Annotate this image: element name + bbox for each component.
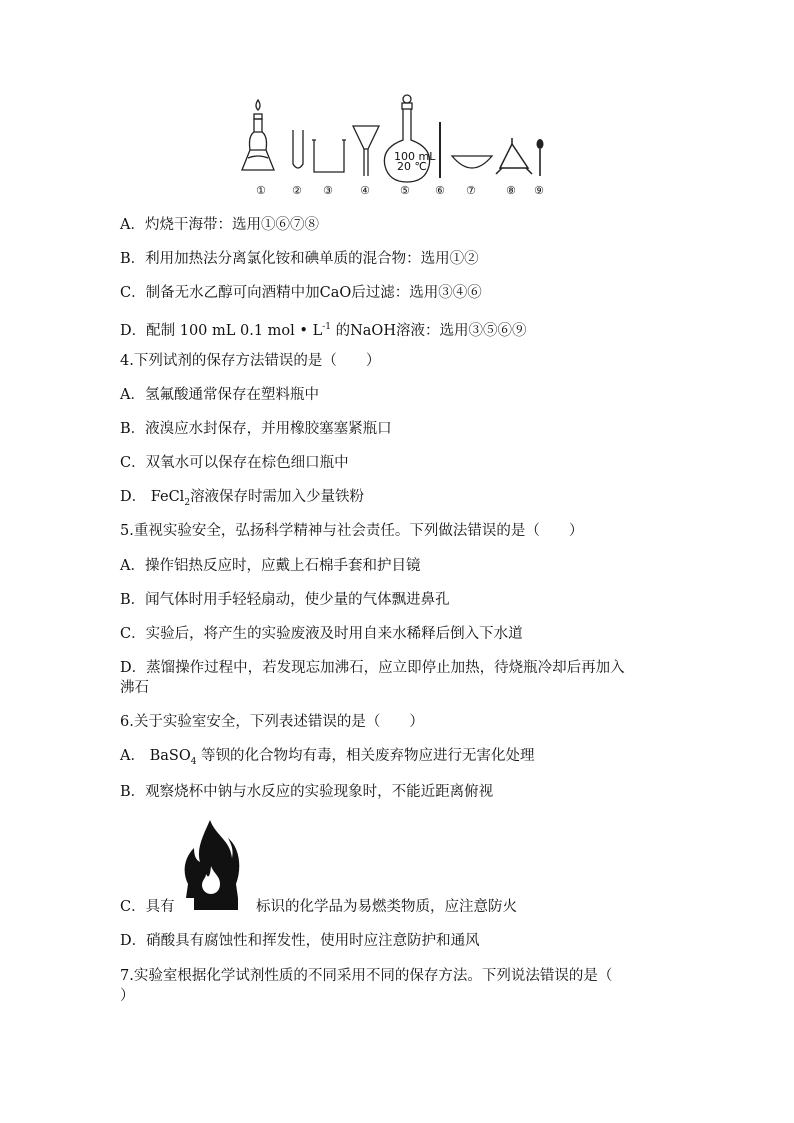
figure-label: ⑤ bbox=[400, 184, 410, 197]
test-tube-icon bbox=[293, 130, 303, 168]
q3-option-c: C．制备无水乙醇可向酒精中加CaO后过滤：选用③④⑥ bbox=[120, 285, 482, 301]
q6-option-b: B．观察烧杯中钠与水反应的实验现象时，不能近距离俯视 bbox=[120, 784, 494, 800]
figure-label: ⑧ bbox=[506, 184, 516, 197]
q4-stem: 4.下列试剂的保存方法错误的是（ ） bbox=[120, 353, 381, 369]
figure-label: ⑦ bbox=[466, 184, 476, 197]
figure-label: ⑥ bbox=[435, 184, 445, 197]
q6-option-c-end: 标识的化学品为易燃类物质，应注意防火 bbox=[256, 899, 517, 915]
subscript: 2 bbox=[184, 497, 191, 508]
q4-option-b: B．液溴应水封保存，并用橡胶塞塞紧瓶口 bbox=[120, 421, 392, 437]
figure-label: ② bbox=[292, 184, 302, 197]
q6-stem: 6.关于实验室安全，下列表述错误的是（ ） bbox=[120, 714, 424, 730]
q5-option-c: C．实验后，将产生的实验废液及时用自来水稀释后倒入下水道 bbox=[120, 626, 523, 642]
q7-stem-cont: ） bbox=[120, 988, 135, 1004]
q6-option-a-text-end: 等钡的化合物均有毒，相关废弃物应进行无害化处理 bbox=[196, 748, 535, 764]
q6-option-d: D．硝酸具有腐蚀性和挥发性，使用时应注意防护和通风 bbox=[120, 933, 480, 949]
volumetric-flask-icon bbox=[384, 95, 436, 182]
figure-label: ④ bbox=[360, 184, 370, 197]
q7-stem: 7.实验室根据化学试剂性质的不同采用不同的保存方法。下列说法错误的是（ bbox=[120, 968, 613, 984]
flammable-icon bbox=[180, 818, 242, 910]
q6-option-a bbox=[120, 746, 535, 772]
q3-option-d-text: D．配制 100 mL 0.1 mol • L bbox=[120, 322, 323, 339]
q5-stem: 5.重视实验安全，弘扬科学精神与社会责任。下列做法错误的是（ ） bbox=[120, 523, 584, 539]
evaporating-dish-icon bbox=[452, 156, 492, 168]
q3-option-a: A．灼烧干海带：选用①⑥⑦⑧ bbox=[120, 217, 319, 233]
spatula-icon bbox=[537, 139, 544, 176]
figure-label: ① bbox=[256, 184, 266, 197]
q4-option-a: A．氢氟酸通常保存在塑料瓶中 bbox=[120, 387, 319, 403]
q3-option-d-text-end: 的NaOH溶液：选用③⑤⑥⑨ bbox=[330, 322, 527, 339]
alcohol-lamp-icon bbox=[242, 100, 274, 170]
apparatus-figure bbox=[240, 94, 560, 200]
svg-text:100 mL: 100 mL bbox=[394, 150, 436, 163]
q4-option-d-text: D． FeCl bbox=[120, 489, 185, 505]
beaker-icon bbox=[312, 140, 346, 172]
q6-option-c-start: C．具有 bbox=[120, 899, 175, 915]
svg-text:20 ℃: 20 ℃ bbox=[397, 160, 427, 173]
figure-label: ③ bbox=[323, 184, 333, 197]
superscript: -1 bbox=[322, 322, 331, 332]
subscript: 4 bbox=[190, 756, 197, 767]
q6-option-a-text: A． BaSO bbox=[120, 748, 191, 764]
clay-triangle-icon bbox=[496, 138, 532, 174]
q4-option-c: C．双氧水可以保存在棕色细口瓶中 bbox=[120, 455, 349, 471]
q5-option-d-cont: 沸石 bbox=[120, 680, 149, 696]
q3-option-b: B．利用加热法分离氯化铵和碘单质的混合物：选用①② bbox=[120, 251, 479, 267]
q4-option-d-text-end: 溶液保存时需加入少量铁粉 bbox=[190, 489, 365, 505]
q3-option-d bbox=[120, 317, 526, 341]
funnel-icon bbox=[353, 126, 379, 176]
q5-option-b: B．闻气体时用手轻轻扇动，使少量的气体飘进鼻孔 bbox=[120, 592, 450, 608]
figure-label: ⑨ bbox=[534, 184, 544, 197]
q5-option-a: A．操作铝热反应时，应戴上石棉手套和护目镜 bbox=[120, 558, 421, 574]
q5-option-d: D．蒸馏操作过程中，若发现忘加沸石，应立即停止加热，待烧瓶冷却后再加入 bbox=[120, 660, 625, 676]
q4-option-d bbox=[120, 487, 364, 513]
